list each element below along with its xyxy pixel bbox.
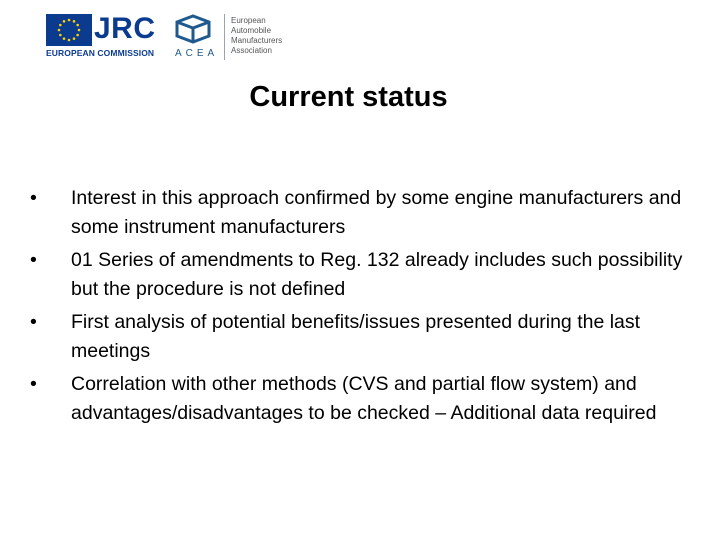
eu-star-icon <box>68 19 71 22</box>
bullet-item <box>30 184 698 242</box>
bullet-marker: • <box>30 311 37 333</box>
eu-star-icon <box>73 20 76 23</box>
bullet-text: First analysis of potential benefits/issues presented during the last meetings <box>71 311 641 362</box>
eu-star-icon <box>73 37 76 40</box>
bullet-text: Correlation with other methods (CVS and partial flow system) and advantages/disadvantages to be checked – Additional data required <box>71 373 657 424</box>
acea-name-line: European <box>231 16 266 25</box>
bullet-item <box>30 370 698 428</box>
acea-letters: ACEA <box>175 48 219 59</box>
acea-name-line: Automobile <box>231 26 272 35</box>
eu-star-icon <box>63 20 66 23</box>
slide-title: Current status <box>249 81 448 113</box>
bullet-text: Interest in this approach confirmed by some engine manufacturers and some instrument manufacturers <box>71 187 682 238</box>
eu-star-icon <box>63 37 66 40</box>
jrc-logo <box>46 14 156 60</box>
eu-star-icon <box>76 24 79 27</box>
eu-star-icon <box>59 34 62 37</box>
bullet-marker: • <box>30 187 37 209</box>
acea-name-line: Association <box>231 46 272 55</box>
bullet-marker: • <box>30 249 37 271</box>
eu-flag-icon <box>46 14 92 46</box>
eu-star-icon <box>76 34 79 37</box>
jrc-wordmark: JRC <box>94 12 156 45</box>
acea-full-name <box>231 16 282 56</box>
eu-star-icon <box>68 39 71 42</box>
eu-star-icon <box>58 29 61 32</box>
bullet-list <box>30 184 698 432</box>
eu-star-icon <box>59 24 62 27</box>
acea-name-line: Manufacturers <box>231 36 283 45</box>
bullet-marker: • <box>30 373 37 395</box>
bullet-item <box>30 308 698 366</box>
acea-divider <box>224 14 225 60</box>
acea-emblem-icon <box>173 12 217 46</box>
acea-logo <box>173 12 303 64</box>
eu-star-icon <box>78 29 81 32</box>
bullet-text: 01 Series of amendments to Reg. 132 already includes such possibility but the procedure is not defined <box>71 249 683 300</box>
european-commission-label: EUROPEAN COMMISSION <box>46 48 155 58</box>
bullet-item <box>30 246 698 304</box>
